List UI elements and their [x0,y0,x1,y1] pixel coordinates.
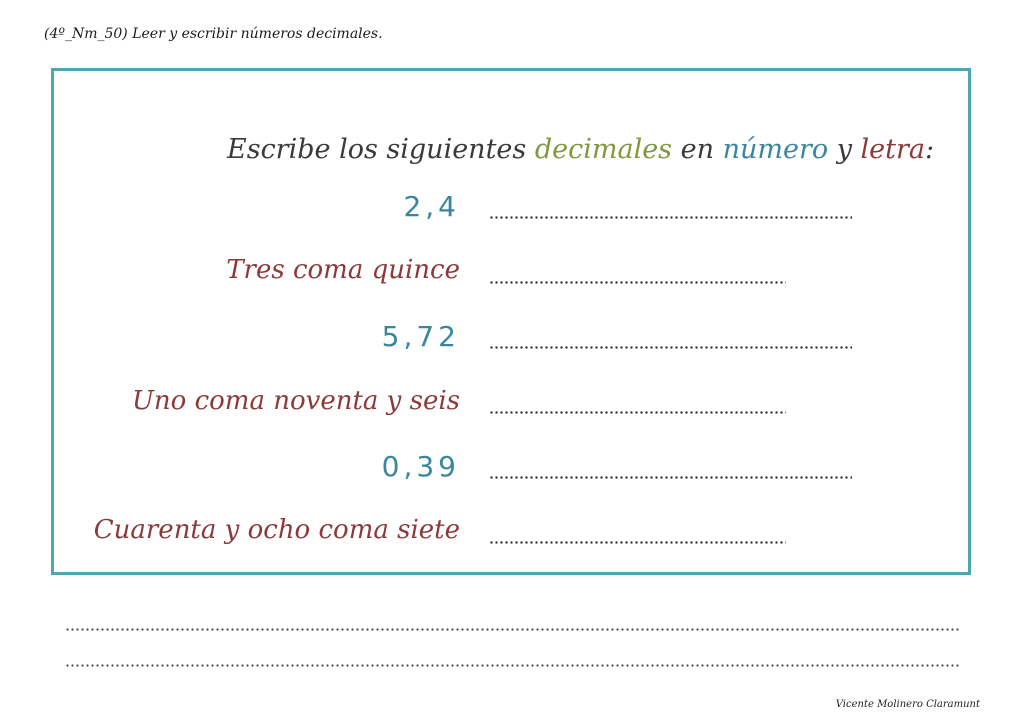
answer-line-6[interactable] [489,541,786,544]
title-part1: Escribe los siguientes [227,134,535,165]
decimal-number-2: 5,72 [381,320,460,353]
decimal-number-1: 2,4 [403,190,460,223]
decimal-words-3: Cuarenta y ocho coma siete [93,515,460,545]
title-letra: letra [860,134,926,165]
extra-answer-line-1[interactable] [65,628,959,631]
answer-line-1[interactable] [489,216,852,219]
answer-line-5[interactable] [489,476,852,479]
title-part2: en [672,134,723,165]
title-decimales: decimales [534,134,673,165]
decimal-number-3: 0,39 [381,450,460,483]
decimal-words-2: Uno coma noventa y seis [132,386,460,416]
exercise-title [227,134,934,165]
title-part3: y [828,134,861,165]
extra-answer-line-2[interactable] [65,664,959,667]
title-numero: número [722,134,829,165]
answer-line-2[interactable] [489,281,786,284]
answer-line-3[interactable] [489,346,852,349]
answer-line-4[interactable] [489,411,786,414]
title-colon: : [925,134,935,165]
worksheet-code: (4º_Nm_50) Leer y escribir números decimales. [44,26,383,42]
author-credit: Vicente Molinero Claramunt [835,699,980,710]
decimal-words-1: Tres coma quince [226,255,460,285]
